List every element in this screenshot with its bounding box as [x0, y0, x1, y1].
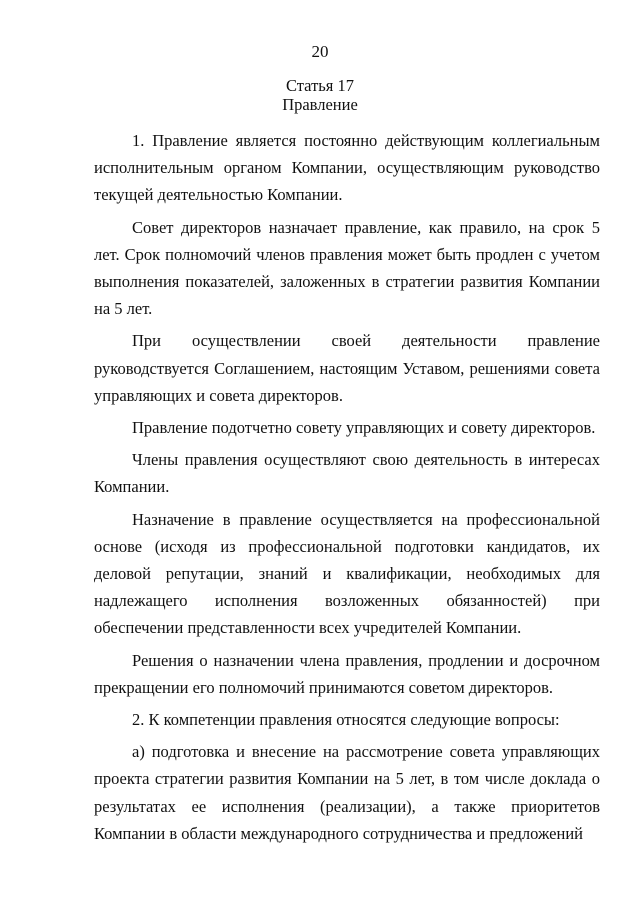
paragraph-7: Решения о назначении члена правления, продлении и досрочном прекращении его полномочий принимаются советом директоров. [94, 650, 600, 697]
paragraph-1: 1. Правление является постоянно действующим коллегиальным исполнительным органом Компании, осуществляющим руководство текущей деятельностью Компании. [94, 131, 600, 205]
page-number: 20 [311, 42, 329, 61]
paragraph-8: 2. К компетенции правления относятся следующие вопросы: [132, 710, 560, 730]
paragraph-2: Совет директоров назначает правление, как правило, на срок 5 лет. Срок полномочий членов правления может быть продлен с учетом выполнения показателей, заложенных в стратегии развития Компании на 5 лет. [94, 217, 600, 319]
article-heading [0, 76, 640, 114]
paragraph-6: Назначение в правление осуществляется на профессиональной основе (исходя из профессиональной подготовки кандидатов, их деловой репутации, знаний и квалификации, необходимых для надлежащего исполнения возложенных обязанностей) при обеспечении представленности всех учредителей Компании. [94, 509, 600, 638]
paragraph-5: Члены правления осуществляют свою деятельность в интересах Компании. [94, 450, 600, 497]
paragraph-4: Правление подотчетно совету управляющих и совету директоров. [132, 418, 596, 438]
paragraph-9: а) подготовка и внесение на рассмотрение совета управляющих проекта стратегии развития Компании на 5 лет, в том числе доклада о результатах ее исполнения (реализации), а также приоритетов Компании в области международного сотрудничества и предложений [94, 742, 600, 843]
paragraph-3: При осуществлении своей деятельности правление руководствуется Соглашением, настоящим Уставом, решениями совета управляющих и совета директоров. [94, 331, 600, 405]
article-body [94, 127, 600, 852]
article-number: Статья 17 [285, 76, 355, 95]
article-title: Правление [282, 95, 358, 114]
